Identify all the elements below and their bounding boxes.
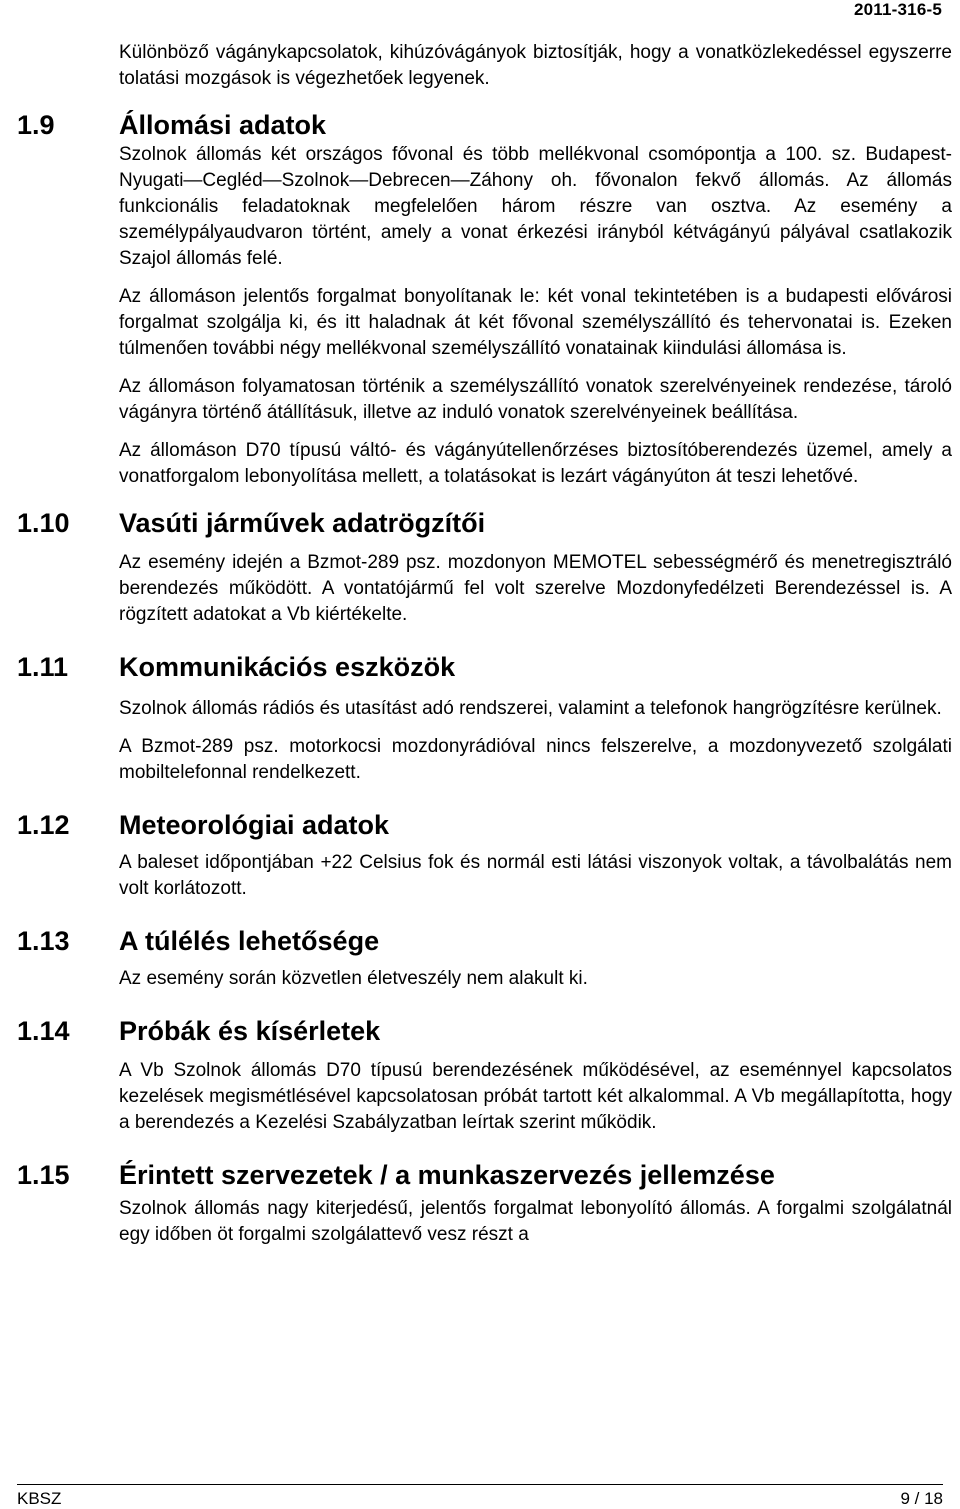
paragraph: Szolnok állomás két országos fővonal és több mellékvonal csomópontja a 100. sz. Budapest-Nyugati—Cegléd—Szolnok—Debrecen—Záhony oh. fővonalon fekvő állomás. Az állomás funkcionális feladatoknak megfelelően három részre van osztva. Az esemény a személypályaudvaron történt, amely a vonat érkezési irányból kétvágányú pályával csatlakozik Szajol állomás felé. [119, 144, 952, 269]
paragraph: Az esemény idején a Bzmot-289 psz. mozdonyon MEMOTEL sebességmérő és menetregisztráló berendezés működött. A vontatójármű fel volt szerelve Mozdonyfedélzeti Berendezéssel is. A rögzített adatokat a Vb kiértékelte. [119, 552, 952, 625]
section-number: 1.11 [17, 652, 69, 682]
page-content [0, 40, 960, 1248]
page-footer [17, 1484, 943, 1509]
paragraph: Az esemény során közvetlen életveszély nem alakult ki. [119, 968, 588, 989]
footer-organization: KBSZ [17, 1489, 62, 1508]
section-title: Próbák és kísérletek [119, 1016, 381, 1046]
document-id: 2011-316-5 [853, 0, 942, 19]
section-title: Meteorológiai adatok [119, 810, 390, 840]
paragraph: Szolnok állomás nagy kiterjedésű, jelentős forgalmat lebonyolító állomás. A forgalmi szolgálatnál egy időben öt forgalmi szolgálattevő vesz részt a [119, 1198, 952, 1245]
section-title: Állomási adatok [119, 110, 327, 140]
section-heading-1-15 [0, 1158, 960, 1192]
section-title: A túlélés lehetősége [119, 926, 380, 956]
page-number: 9 / 18 [900, 1489, 943, 1508]
section-number: 1.9 [17, 110, 55, 140]
section-title: Kommunikációs eszközök [119, 652, 456, 682]
paragraph: Az állomáson folyamatosan történik a személyszállító vonatok szerelvényeinek rendezése, tároló vágányra történő átállításuk, illetve az induló vonatok szerelvényeinek beállítása. [119, 376, 952, 423]
paragraph: A Vb Szolnok állomás D70 típusú berendezésének működésével, az eseménnyel kapcsolatos kezelések megismétlésével kapcsolatosan próbát tartott két alkalommal. A Vb megállapította, hogy a berendezés a Kezelési Szabályzatban leírtak szerint működik. [119, 1060, 952, 1133]
section-heading-1-9 [0, 108, 960, 142]
section-number: 1.12 [17, 810, 70, 840]
section-heading-1-10 [0, 506, 960, 540]
paragraph: Az állomáson D70 típusú váltó- és vágányútellenőrzéses biztosítóberendezés üzemel, amely a vonatforgalom lebonyolítása mellett, a tolatásokat is lezárt vágányúton át teszi lehetővé. [119, 440, 952, 487]
section-heading-1-14 [0, 1014, 960, 1048]
section-number: 1.13 [17, 926, 70, 956]
section-heading-1-13 [0, 924, 960, 958]
paragraph: Az állomáson jelentős forgalmat bonyolítanak le: két vonal tekintetében is a budapesti elővárosi forgalmat szolgálja ki, és itt haladnak át két fővonal személyszállító és tehervonatai is. Ezeken túlmenően további négy mellékvonal személyszállító vonatainak kiindulási állomása is. [119, 286, 952, 359]
section-number: 1.15 [17, 1160, 70, 1190]
paragraph: Szolnok állomás rádiós és utasítást adó rendszerei, valamint a telefonok hangrögzítésre kerülnek. [119, 698, 942, 719]
section-heading-1-12 [0, 808, 960, 842]
section-title: Vasúti járművek adatrögzítői [119, 508, 486, 538]
section-number: 1.14 [17, 1016, 70, 1046]
section-number: 1.10 [17, 508, 70, 538]
intro-paragraph: Különböző vágánykapcsolatok, kihúzóvágányok biztosítják, hogy a vonatközlekedéssel egyszerre tolatási mozgások is végezhetőek legyenek. [119, 42, 952, 89]
paragraph: A Bzmot-289 psz. motorkocsi mozdonyrádióval nincs felszerelve, a mozdonyvezető szolgálati mobiltelefonnal rendelkezett. [119, 736, 952, 783]
section-heading-1-11 [0, 650, 960, 684]
section-title: Érintett szervezetek / a munkaszervezés jellemzése [119, 1160, 775, 1190]
paragraph: A baleset időpontjában +22 Celsius fok és normál esti látási viszonyok voltak, a távolbalátás nem volt korlátozott. [119, 852, 952, 899]
